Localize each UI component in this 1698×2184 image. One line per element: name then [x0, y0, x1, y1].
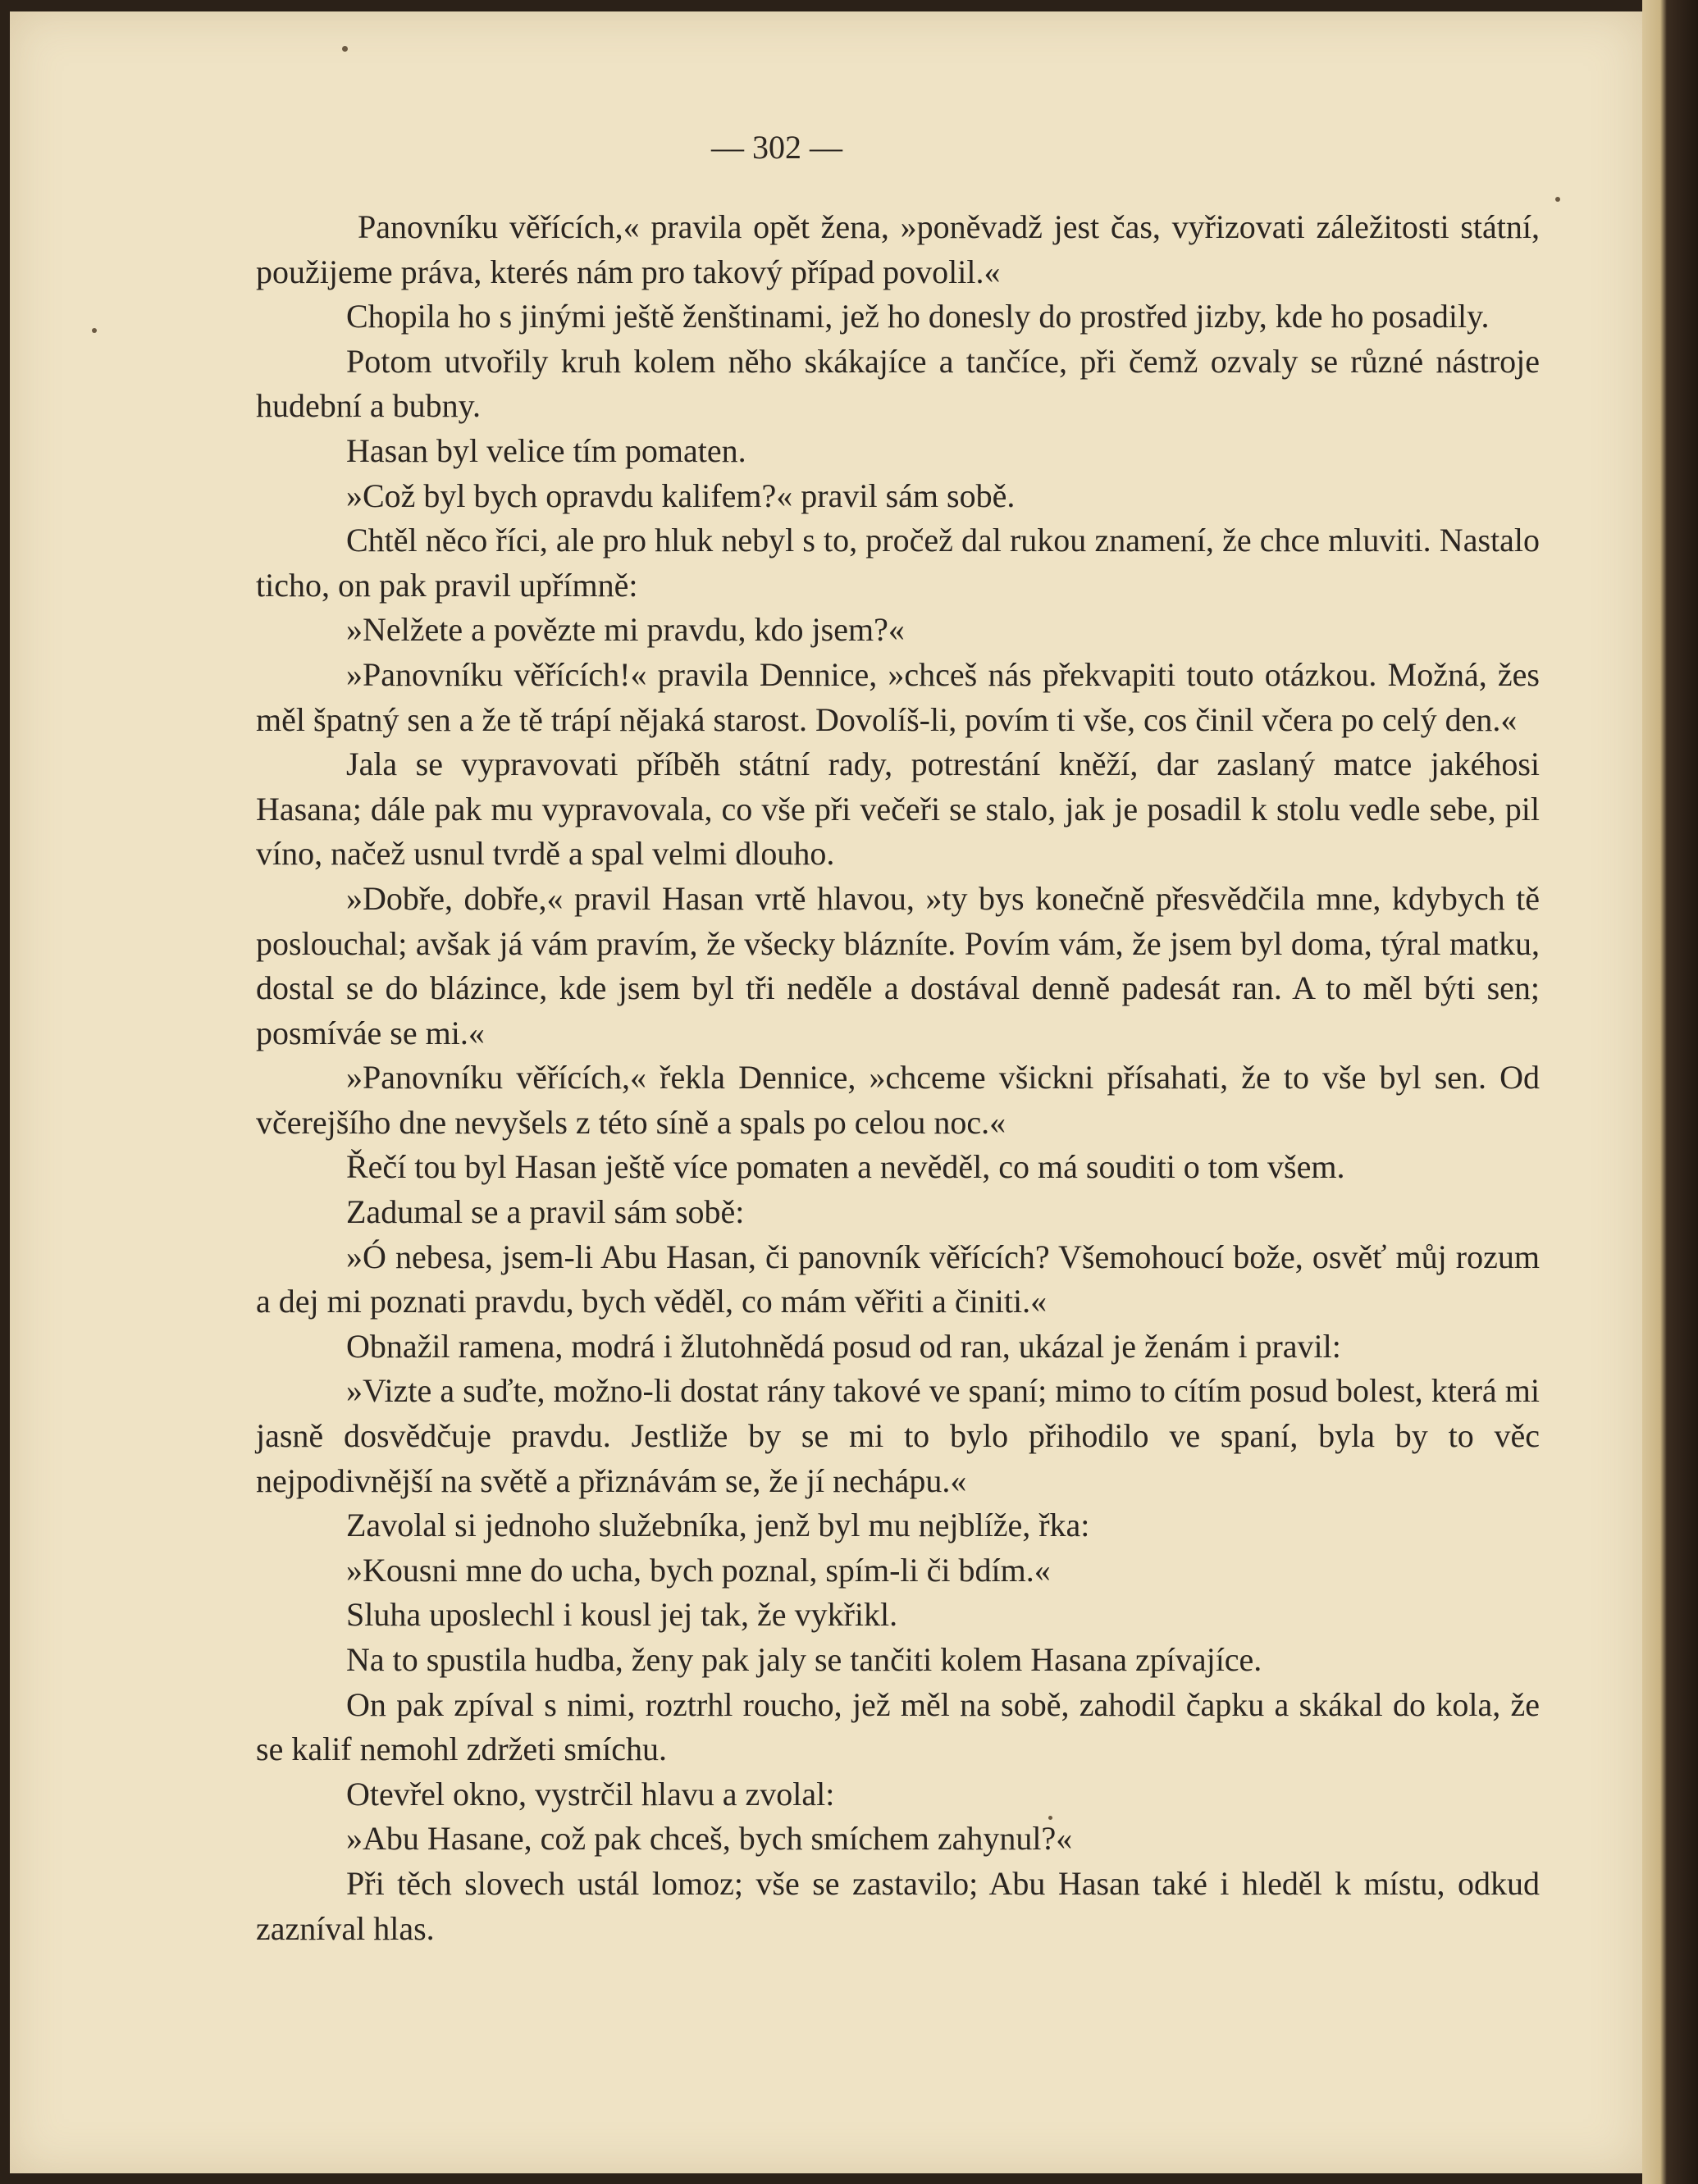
paragraph: Řečí tou byl Hasan ještě více pomaten a nevěděl, co má souditi o tom všem.: [346, 1148, 1345, 1186]
paper-speck: [1048, 1816, 1052, 1820]
paragraph: Zavolal si jednoho služebníka, jenž byl mu nejblíže, řka:: [346, 1507, 1090, 1544]
paragraph: Panovníku věřících,« pravila opět žena, »poněvadž jest čas, vyřizovati záležitosti státní, použijeme práva, kterés nám pro takový případ povolil.«: [256, 208, 1540, 290]
page-text: [256, 205, 1540, 1951]
paper-speck: [342, 46, 348, 52]
paragraph: Potom utvořily kruh kolem něho skákajíce a tančíce, při čemž ozvaly se různé nástroje hudební a bubny.: [256, 342, 1540, 425]
book-page: [10, 11, 1642, 2173]
paragraph: »Což byl bych opravdu kalifem?« pravil sám sobě.: [346, 476, 1016, 514]
paragraph: »Dobře, dobře,« pravil Hasan vrtě hlavou, »ty bys konečně přesvědčila mne, kdybych tě poslouchal; avšak já vám pravím, že všecky blázníte. Povím vám, že jsem byl doma, týral matku, dostal se do blázince, kde jsem byl tři neděle a dostával denně padesát ran. A to měl býti sen; posmíváe se mi.«: [256, 879, 1540, 1051]
paragraph: Obnažil ramena, modrá i žlutohnědá posud od ran, ukázal je ženám i pravil:: [346, 1327, 1341, 1365]
page-number: — 302 —: [711, 129, 842, 166]
paragraph: Na to spustila hudba, ženy pak jaly se tančiti kolem Hasana zpívajíce.: [346, 1641, 1262, 1678]
paragraph: Chopila ho s jinými ještě ženštinami, jež ho donesly do prostřed jizby, kde ho posadily.: [346, 298, 1490, 335]
paragraph: On pak zpíval s nimi, roztrhl roucho, jež měl na sobě, zahodil čapku a skákal do kola, že se kalif nemohl zdržeti smíchu.: [256, 1685, 1540, 1768]
paragraph: Sluha uposlechl i kousl jej tak, že vykřikl.: [346, 1596, 898, 1634]
paragraph: »Ó nebesa, jsem-li Abu Hasan, či panovník věřících? Všemohoucí bože, osvěť můj rozum a dej mi poznati pravdu, bych věděl, co mám věřiti a činiti.«: [256, 1238, 1540, 1320]
paragraph: »Abu Hasane, což pak chceš, bych smíchem zahynul?«: [346, 1820, 1073, 1858]
paragraph: »Panovníku věřících!« pravila Dennice, »chceš nás překvapiti touto otázkou. Možná, žes měl špatný sen a že tě trápí nějaká starost. Dovolíš-li, povím ti vše, cos činil včera po celý den.«: [256, 655, 1540, 738]
paragraph: Zadumal se a pravil sám sobě:: [346, 1193, 745, 1231]
paragraph: Hasan byl velice tím pomaten.: [346, 431, 746, 469]
paragraph: »Nelžete a povězte mi pravdu, kdo jsem?«: [346, 611, 905, 649]
paragraph: »Kousni mne do ucha, bych poznal, spím-li či bdím.«: [346, 1551, 1051, 1589]
book-binding-edge: [1642, 0, 1698, 2184]
paragraph: »Vizte a suďte, možno-li dostat rány takové ve spaní; mimo to cítím posud bolest, která mi jasně dosvědčuje pravdu. Jestliže by se mi to bylo přihodilo ve spaní, byla by to věc nejpodivnější na světě a přiznávám se, že jí nechápu.«: [256, 1372, 1540, 1499]
paragraph: Při těch slovech ustál lomoz; vše se zastavilo; Abu Hasan také i hleděl k místu, odkud zazníval hlas.: [256, 1864, 1540, 1947]
paper-speck: [92, 328, 97, 333]
paper-speck: [1555, 197, 1560, 202]
paragraph: Otevřel okno, vystrčil hlavu a zvolal:: [346, 1775, 835, 1812]
paragraph: Jala se vypravovati příběh státní rady, potrestání kněží, dar zaslaný matce jakéhosi Hasana; dále pak mu vypravovala, co vše při večeři se stalo, jak je posadil k stolu vedle sebe, pil víno, načež usnul tvrdě a spal velmi dlouho.: [256, 745, 1540, 873]
paragraph: Chtěl něco říci, ale pro hluk nebyl s to, pročež dal rukou znamení, že chce mluviti. Nastalo ticho, on pak pravil upřímně:: [256, 522, 1540, 604]
paragraph: »Panovníku věřících,« řekla Dennice, »chceme všickni přísahati, že to vše byl sen. Od včerejšího dne nevyšels z této síně a spals po celou noc.«: [256, 1059, 1540, 1141]
